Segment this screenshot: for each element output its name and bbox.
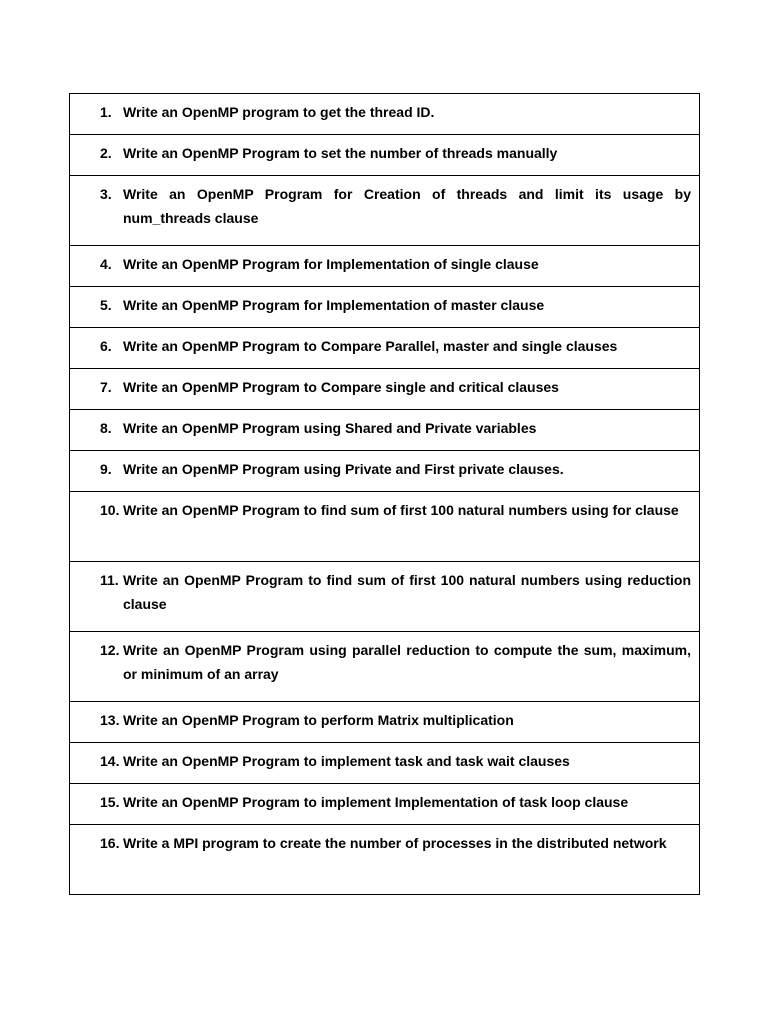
- task-cell: [70, 825, 700, 895]
- task-number: 8.: [100, 420, 112, 436]
- task-cell: [70, 246, 700, 287]
- task-list-table: [69, 93, 700, 895]
- task-row: [70, 410, 700, 451]
- task-number: 5.: [100, 297, 112, 313]
- task-cell: [70, 328, 700, 369]
- task-text: Write an OpenMP Program to Compare Parallel, master and single clauses: [123, 338, 618, 354]
- task-text: Write an OpenMP Program to Compare single and critical clauses: [123, 379, 559, 395]
- task-cell: [70, 451, 700, 492]
- task-cell: [70, 94, 700, 135]
- task-cell: [70, 784, 700, 825]
- task-text: Write a MPI program to create the number of processes in the distributed network: [123, 835, 667, 851]
- task-row: [70, 94, 700, 135]
- task-row: [70, 632, 700, 702]
- task-number: 15.: [100, 794, 120, 810]
- task-text: Write an OpenMP Program for Implementation of master clause: [123, 297, 545, 313]
- task-row: [70, 287, 700, 328]
- task-number: 4.: [100, 256, 112, 272]
- task-cell: [70, 492, 700, 562]
- task-number: 9.: [100, 461, 112, 477]
- task-number: 10.: [100, 502, 120, 518]
- task-text: Write an OpenMP Program to set the number of threads manually: [123, 145, 558, 161]
- task-number: 6.: [100, 338, 112, 354]
- task-number: 1.: [100, 104, 112, 120]
- task-text: Write an OpenMP Program for Implementation of single clause: [123, 256, 539, 272]
- task-row: [70, 562, 700, 632]
- task-row: [70, 246, 700, 287]
- task-text: Write an OpenMP Program to find sum of first 100 natural numbers using reduction clause: [123, 572, 691, 612]
- task-cell: [70, 135, 700, 176]
- task-text: Write an OpenMP Program using parallel reduction to compute the sum, maximum, or minimum of an array: [123, 642, 691, 682]
- task-text: Write an OpenMP Program to implement task and task wait clauses: [123, 753, 570, 769]
- task-cell: [70, 562, 700, 632]
- task-row: [70, 176, 700, 246]
- task-cell: [70, 702, 700, 743]
- task-text: Write an OpenMP Program using Private and First private clauses.: [123, 461, 564, 477]
- task-cell: [70, 287, 700, 328]
- task-number: 16.: [100, 835, 120, 851]
- task-row: [70, 784, 700, 825]
- task-cell: [70, 743, 700, 784]
- task-text: Write an OpenMP Program to find sum of first 100 natural numbers using for clause: [123, 502, 679, 518]
- task-cell: [70, 369, 700, 410]
- task-row: [70, 825, 700, 895]
- task-number: 7.: [100, 379, 112, 395]
- task-text: Write an OpenMP program to get the thread ID.: [123, 104, 435, 120]
- task-number: 13.: [100, 712, 120, 728]
- task-number: 3.: [100, 186, 112, 202]
- task-row: [70, 702, 700, 743]
- task-row: [70, 369, 700, 410]
- task-text: Write an OpenMP Program using Shared and Private variables: [123, 420, 537, 436]
- task-cell: [70, 176, 700, 246]
- task-cell: [70, 410, 700, 451]
- task-text: Write an OpenMP Program to implement Implementation of task loop clause: [123, 794, 629, 810]
- task-cell: [70, 632, 700, 702]
- task-text: Write an OpenMP Program for Creation of threads and limit its usage by num_threads clause: [123, 186, 691, 226]
- task-text: Write an OpenMP Program to perform Matrix multiplication: [123, 712, 514, 728]
- task-row: [70, 492, 700, 562]
- task-row: [70, 135, 700, 176]
- task-number: 2.: [100, 145, 112, 161]
- task-row: [70, 328, 700, 369]
- task-row: [70, 743, 700, 784]
- task-row: [70, 451, 700, 492]
- task-number: 12.: [100, 642, 120, 658]
- task-number: 14.: [100, 753, 120, 769]
- task-number: 11.: [100, 572, 119, 588]
